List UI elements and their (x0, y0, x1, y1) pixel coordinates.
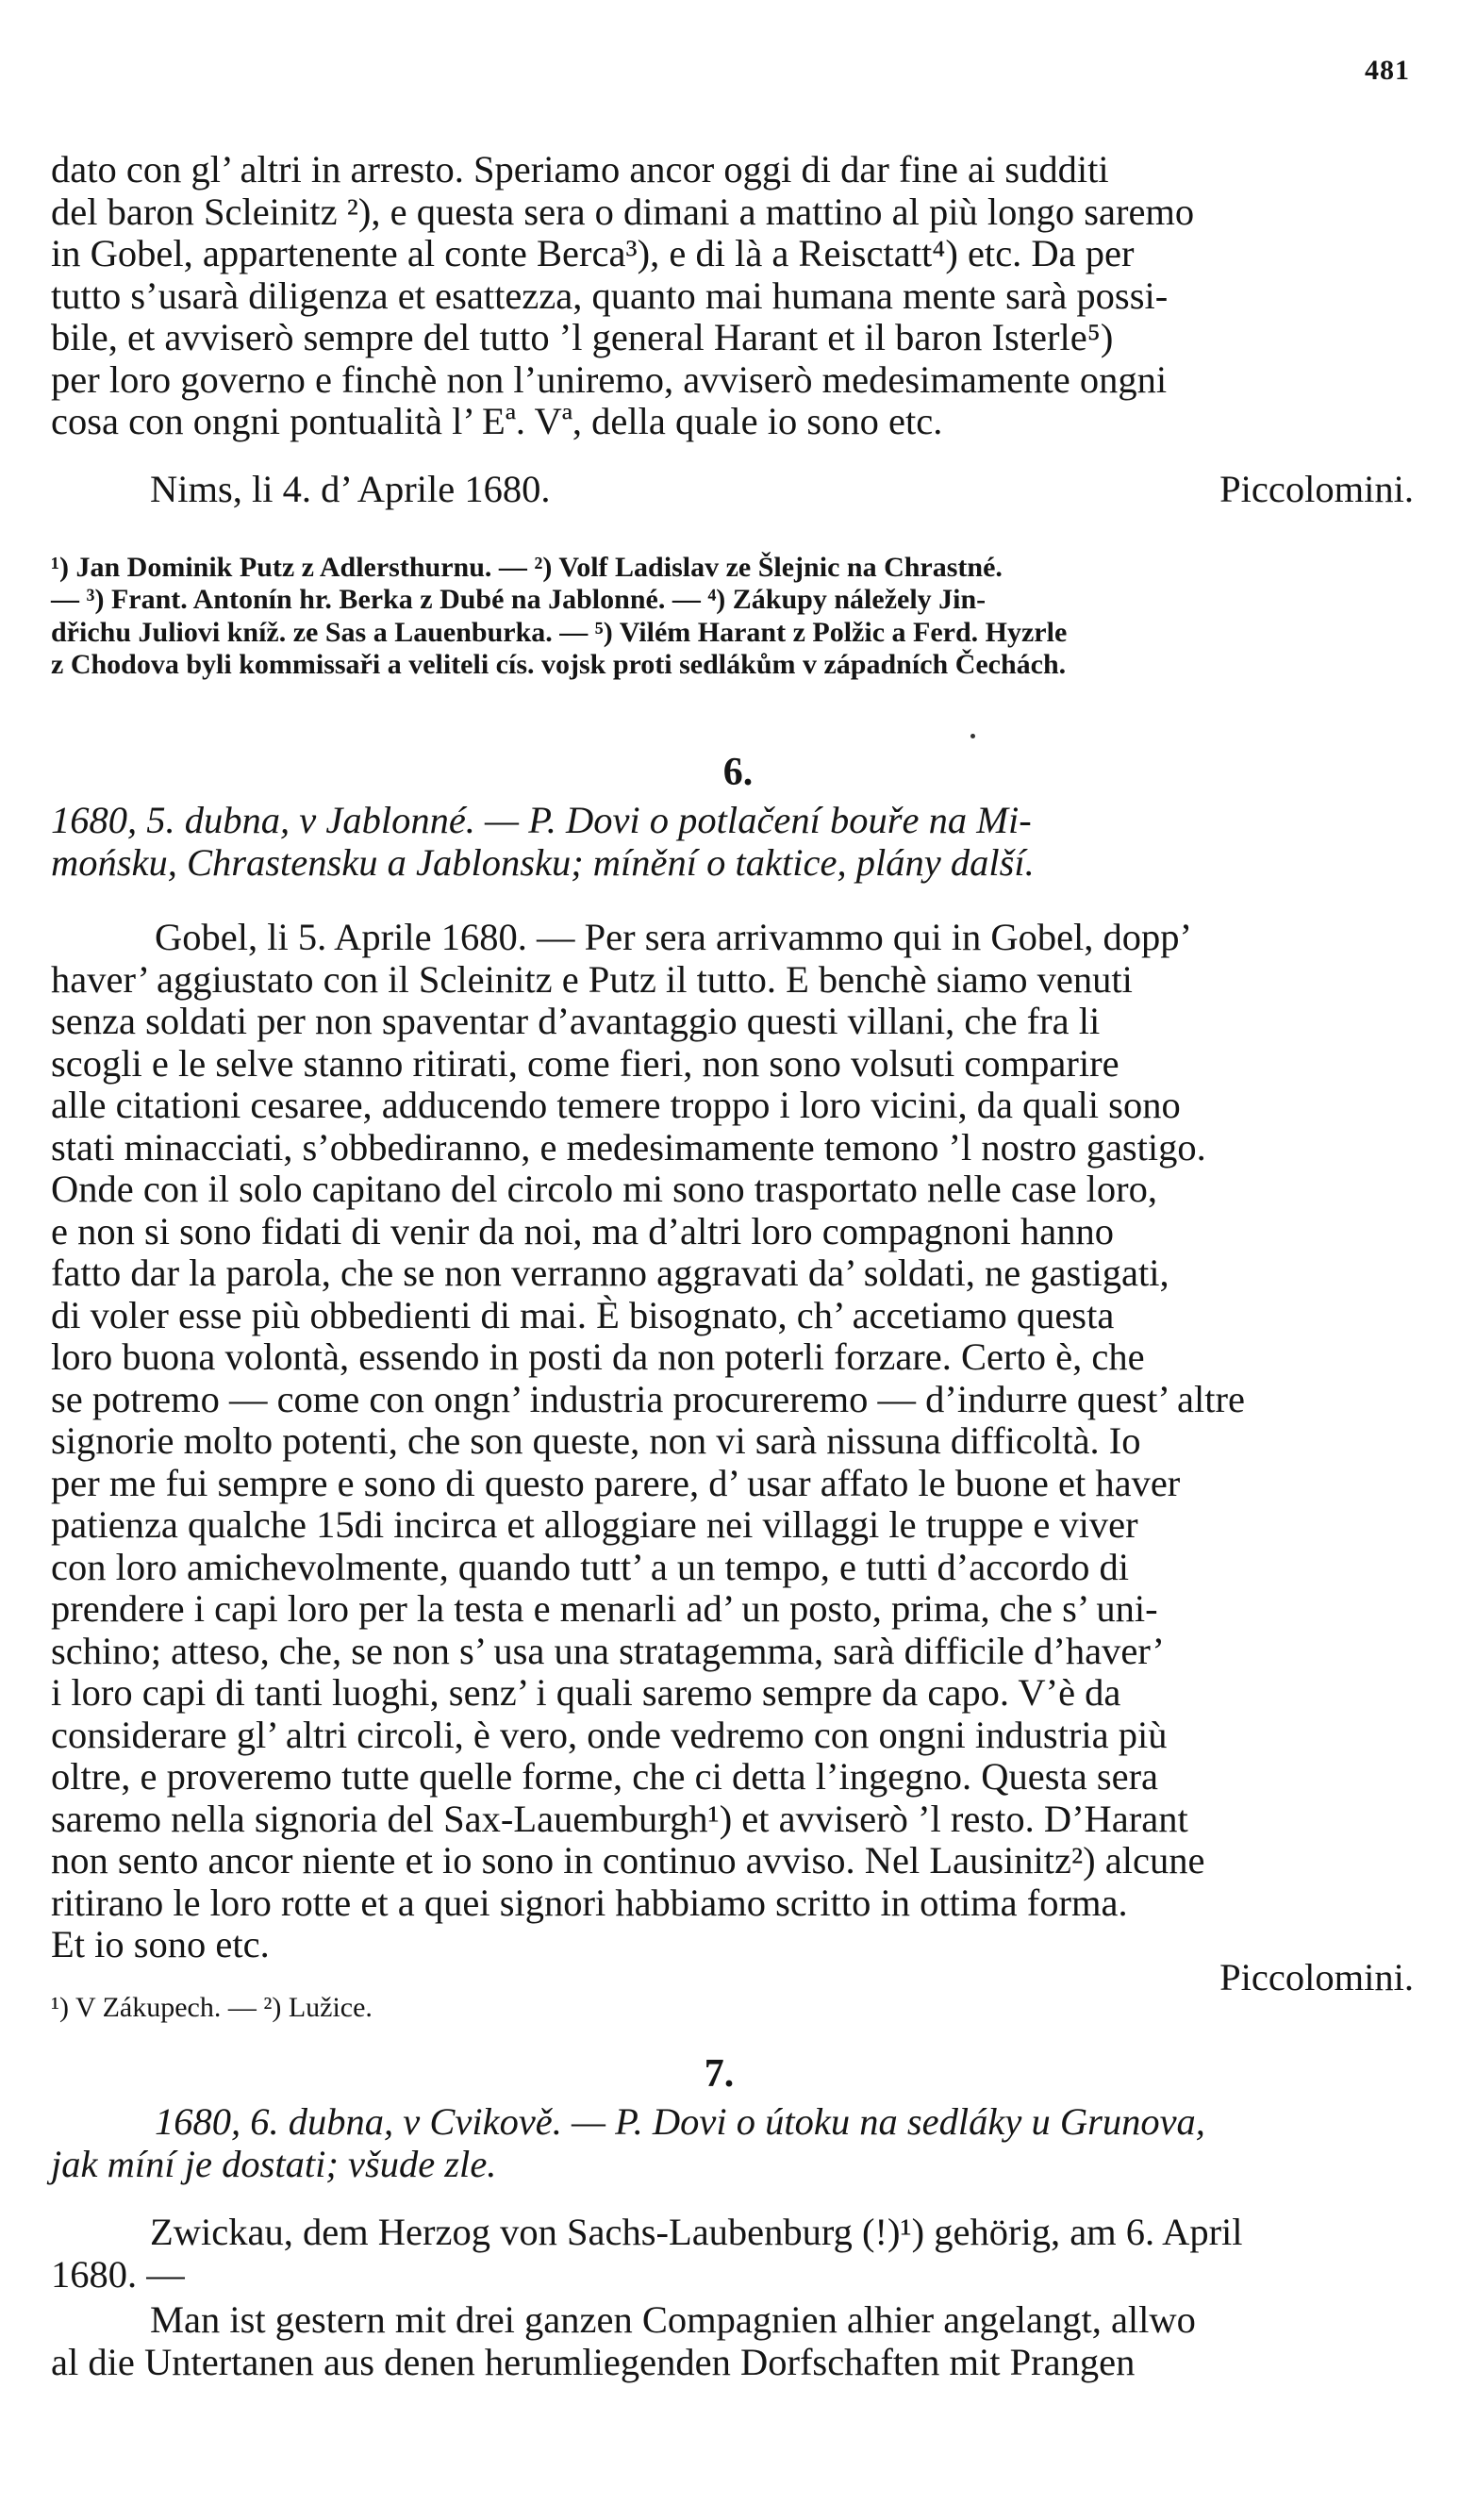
text-line: considerare gl’ altri circoli, è vero, onde vedremo con ongni industria più (51, 1713, 1168, 1756)
text-line: haver’ aggiustato con il Scleinitz e Putz il tutto. E benchè siamo venuti (51, 957, 1133, 1001)
footnote-line: z Chodova byli kommissaři a veliteli cís. vojsk proti sedlákům v západních Čechách. (51, 648, 1067, 680)
letter-6-footnotes (51, 1992, 1414, 2024)
text-line: oltre, e proveremo tutte quelle forme, che ci detta l’ingegno. Questa sera (51, 1755, 1159, 1798)
text-line: fatto dar la parola, che se non verranno aggravati da’ soldati, ne gastigati, (51, 1252, 1169, 1294)
signature: Piccolomini. (1219, 468, 1414, 510)
letter-6-paragraph (51, 917, 1414, 1966)
text-line: per loro governo e finchè non l’uniremo, avviserò medesimamente ongni (51, 357, 1168, 401)
letter-5-paragraph (51, 149, 1414, 443)
text-line: non sento ancor niente et io sono in continuo avviso. Nel Lausinitz²) alcune (51, 1839, 1205, 1882)
text-line: e non si sono fidati di venir da noi, ma d’altri loro compagnoni hanno (51, 1209, 1115, 1252)
text-line: del baron Scleinitz ²), e questa sera o dimani a mattino al più longo saremo (51, 190, 1195, 233)
text-line: Gobel, li 5. Aprile 1680. — Per sera arrivammo qui in Gobel, dopp’ (155, 916, 1193, 958)
text-line: prendere i capi loro per la testa e menarli ad’ un posto, prima, che s’ uni- (51, 1587, 1158, 1630)
text-line: Zwickau, dem Herzog von Sachs-Laubenburg (!)¹) gehörig, am 6. April (150, 2211, 1243, 2253)
letter-7-body (51, 2212, 1414, 2383)
footnotes (51, 552, 1414, 681)
subject-line: mońsku, Chrastensku a Jablonsku; mínění o taktice, plány další. (51, 840, 1035, 884)
text-line: saremo nella signoria del Sax-Lauemburgh¹) et avviserò ’l resto. D’Harant (51, 1797, 1188, 1840)
text-line: di voler esse più obbedienti di mai. È bisognato, ch’ accetiamo questa (51, 1293, 1115, 1336)
text-line: per me fui sempre e sono di questo parere, d’ usar affato le buone et haver (51, 1461, 1181, 1504)
subject-line: 1680, 6. dubna, v Cvikově. — P. Dovi o útoku na sedláky u Grunova, (155, 2100, 1205, 2143)
text-line: loro buona volontà, essendo in posti da non poterli forzare. Certo è, che (51, 1335, 1145, 1378)
text-line: Et io sono etc. (51, 1923, 270, 1965)
footnote-line: ¹) V Zákupech. — ²) Lužice. (51, 1992, 373, 2023)
text-line: ritirano le loro rotte et a quei signori habbiamo scritto in ottima forma. (51, 1881, 1128, 1924)
text-line: al die Untertanen aus denen herumliegenden Dorfschaften mit Prangen (51, 2340, 1136, 2383)
text-line: i loro capi di tanti luoghi, senz’ i quali saremo sempre da capo. V’è da (51, 1671, 1121, 1714)
text-line: patienza qualche 15di incirca et alloggiare nei villaggi le truppe e viver (51, 1503, 1138, 1546)
letter-5-body (51, 149, 1414, 443)
subject-heading (51, 2101, 1414, 2185)
text-line: tutto s’usarà diligenza et esattezza, quanto mai humana mente sarà possi- (51, 274, 1169, 317)
letter-6-subject (51, 800, 1414, 884)
text-line: in Gobel, appartenente al conte Berca³), e di là a Reisctatt⁴) etc. Da per (51, 232, 1135, 274)
signature: Piccolomini. (1219, 1956, 1414, 1998)
text-line: scogli e le selve stanno ritirati, come fieri, non sono volsuti comparire (51, 1041, 1119, 1085)
footnote-line: dřichu Juliovi kníž. ze Sas a Lauenburka. — ⁵) Vilém Harant z Polžic a Ferd. Hyzrle (51, 616, 1068, 648)
text-line: Man ist gestern mit drei ganzen Compagnien alhier angelangt, allwo (150, 2298, 1196, 2341)
text-line: stati minacciati, s’obbediranno, e medesimamente temono ’l nostro gastigo. (51, 1125, 1206, 1169)
subject-line: jak míní je dostati; všude zle. (51, 2142, 497, 2185)
subject-line: 1680, 5. dubna, v Jablonné. — P. Dovi o potlačení bouře na Mi- (51, 799, 1032, 841)
letter-6-body (51, 917, 1414, 1966)
speck-mark (970, 734, 975, 738)
text-line: alle citationi cesaree, adducendo temere troppo i loro vicini, da quali sono (51, 1084, 1181, 1126)
text-line: con loro amichevolmente, quando tutt’ a un tempo, e tutti d’accordo di (51, 1545, 1130, 1588)
letter-7-paragraph (51, 2212, 1414, 2383)
text-line: senza soldati per non spaventar d’avantaggio questi villani, che fra li (51, 1000, 1101, 1042)
text-line: bile, et avviserò sempre del tutto ’l general Harant et il baron Isterle⁵) (51, 316, 1114, 358)
text-line: dato con gl’ altri in arresto. Speriamo ancor oggi di dar fine ai sudditi (51, 148, 1109, 191)
footnote-line: ¹) Jan Dominik Putz z Adlersthurnu. — ²) Volf Ladislav ze Šlejnic na Chrastné. (51, 552, 1003, 583)
letter-5-footnotes (51, 552, 1414, 681)
text-line: schino; atteso, che, se non s’ usa una stratagemma, sarà difficile d’haver’ (51, 1629, 1165, 1672)
text-line: Onde con il solo capitano del circolo mi sono trasportato nelle case loro, (51, 1168, 1158, 1210)
place-date: Nims, li 4. d’ Aprile 1680. (150, 468, 551, 510)
letter-7-subject (51, 2101, 1414, 2185)
text-line: cosa con ongni pontualità l’ Eª. Vª, della quale io sono etc. (51, 400, 943, 442)
letter-6-number: 6. (722, 751, 754, 794)
footnote-line: — ³) Frant. Antonín hr. Berka z Dubé na Jablonné. — ⁴) Zákupy náležely Jin- (51, 584, 987, 616)
text-line: signorie molto potenti, che son queste, non vi sarà nissuna difficoltà. Io (51, 1419, 1141, 1462)
letter-7-number: 7. (704, 2052, 735, 2096)
text-line: se potremo — come con ongn’ industria procureremo — d’indurre quest’ altre (51, 1377, 1245, 1420)
text-line: 1680. — (51, 2252, 185, 2296)
page-number: 481 (1365, 55, 1410, 86)
subject-heading (51, 800, 1414, 884)
